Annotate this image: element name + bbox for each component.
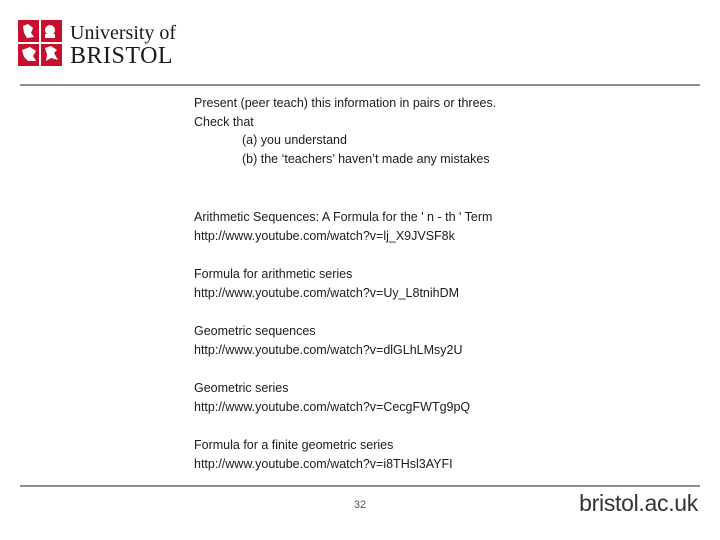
logo-university-text: University of <box>70 22 177 44</box>
resource-link[interactable]: http://www.youtube.com/watch?v=lj_X9JVSF8k <box>194 228 455 243</box>
page-number: 32 <box>353 499 367 511</box>
intro-point-a: (a) you understand <box>242 133 347 147</box>
resource-title: Formula for a finite geometric series <box>194 438 394 452</box>
footer-divider <box>20 485 700 487</box>
logo-bristol-text: BRISTOL <box>70 43 174 69</box>
header-divider <box>20 84 700 86</box>
footer-domain-logo: bristol.ac.uk <box>579 490 698 516</box>
intro-point-b: (b) the ‘teachers’ haven’t made any mistakes <box>242 151 490 166</box>
resource-title: Geometric sequences <box>194 324 316 338</box>
resource-link[interactable]: http://www.youtube.com/watch?v=i8THsl3AYFI <box>194 456 453 471</box>
bristol-crest-icon <box>18 20 62 66</box>
slide-content <box>194 94 694 473</box>
resource-link[interactable]: http://www.youtube.com/watch?v=dlGLhLMsy2U <box>194 342 463 357</box>
resource-title: Geometric series <box>194 381 289 395</box>
resource-link[interactable]: http://www.youtube.com/watch?v=CecgFWTg9pQ <box>194 399 471 414</box>
intro-instruction: Present (peer teach) this information in pairs or threes. <box>194 96 497 110</box>
resource-link[interactable]: http://www.youtube.com/watch?v=Uy_L8tnihDM <box>194 285 460 300</box>
resource-title: Arithmetic Sequences: A Formula for the ' n - th ' Term <box>194 210 493 224</box>
intro-check: Check that <box>194 114 254 129</box>
resource-title: Formula for arithmetic series <box>194 267 353 281</box>
university-logo <box>18 20 178 70</box>
